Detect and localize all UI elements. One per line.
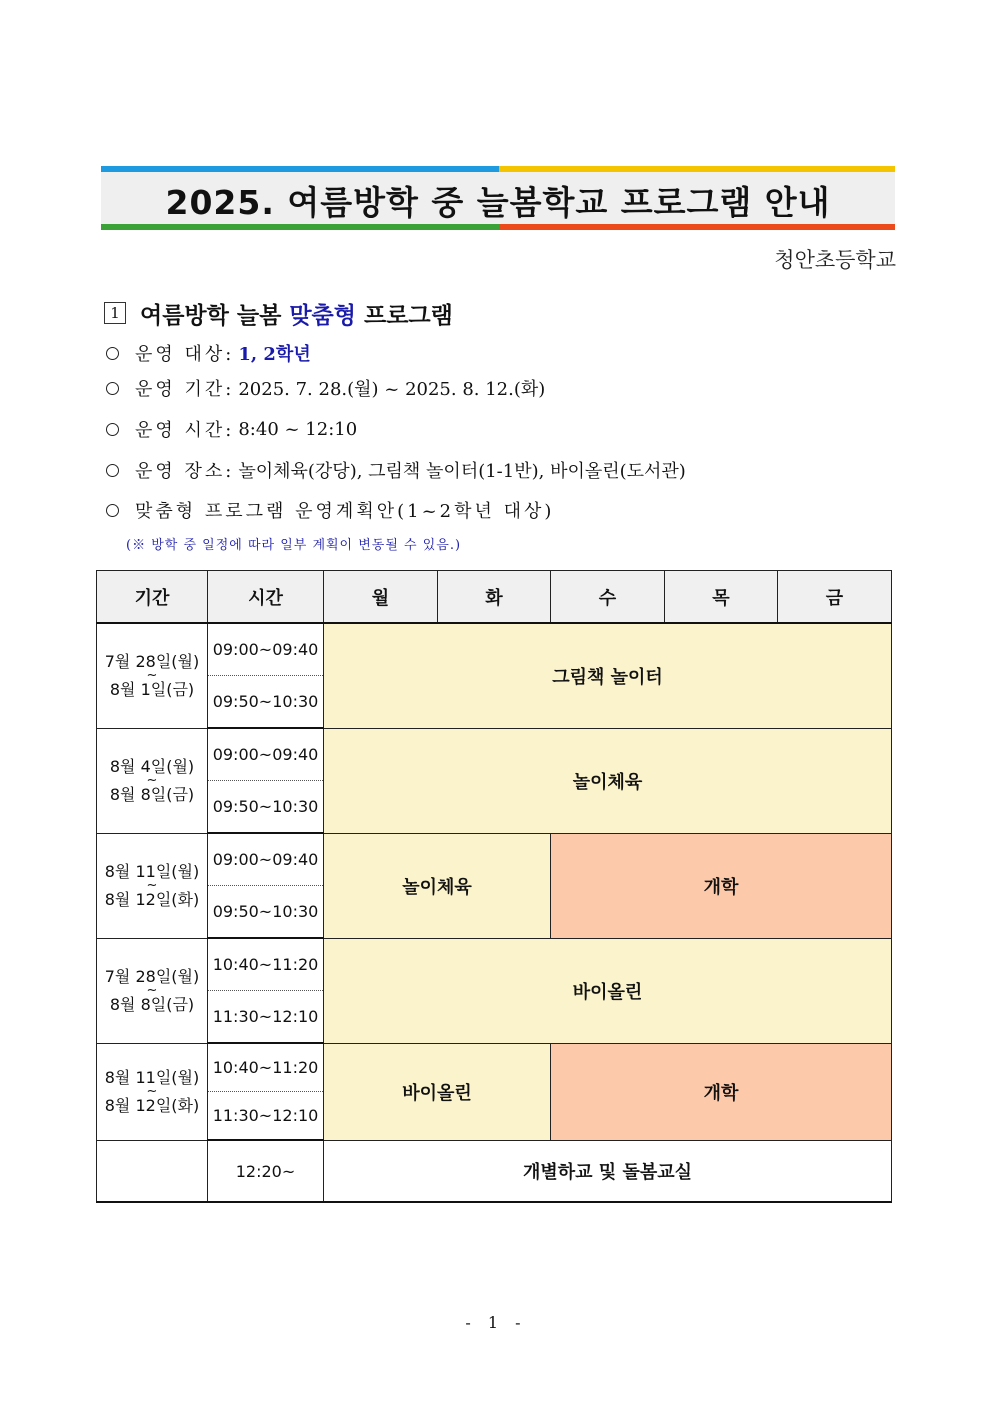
table-row [97, 728, 892, 781]
schedule-table [96, 570, 892, 1203]
circle-bullet-icon [106, 423, 119, 436]
bullet-value: 8:40 ~ 12:10 [238, 418, 358, 440]
bullet-label: 운영 기간: [135, 379, 235, 400]
bullet-plan [104, 497, 558, 523]
empty-cell [97, 1140, 208, 1202]
section-title-part2: 프로그램 [355, 302, 453, 329]
bullet-label: 운영 시간: [135, 420, 235, 441]
date-end: 8월 12일(화) [104, 1095, 200, 1115]
header-tue: 화 [438, 571, 551, 624]
date-range-cell [97, 938, 208, 1043]
date-range-cell [97, 623, 208, 728]
date-range-cell [97, 833, 208, 938]
bullet-value: 2025. 7. 28.(월) ~ 2025. 8. 12.(화) [238, 379, 546, 400]
dismissal-cell: 개별하교 및 돌봄교실 [324, 1140, 892, 1202]
table-row [97, 1140, 892, 1202]
school-start-cell: 개학 [551, 833, 892, 938]
header-time: 시간 [208, 571, 324, 624]
time-slot: 11:30~12:10 [208, 1092, 324, 1141]
program-cell: 놀이체육 [324, 728, 892, 833]
table-row [97, 1043, 892, 1092]
date-start: 7월 28일(월) [104, 966, 200, 986]
section-number: 1 [104, 302, 126, 324]
bullet-value: 1, 2학년 [238, 344, 311, 365]
header-thu: 목 [665, 571, 778, 624]
bullet-place [104, 457, 686, 483]
school-name: 청안초등학교 [774, 248, 896, 272]
program-cell: 놀이체육 [324, 833, 551, 938]
schedule-note: (※ 방학 중 일정에 따라 일부 계획이 변동될 수 있음.) [126, 538, 462, 553]
date-start: 8월 11일(월) [104, 1067, 200, 1087]
school-start-cell: 개학 [551, 1043, 892, 1140]
header-mon: 월 [324, 571, 438, 624]
section-title [140, 297, 453, 330]
time-slot: 10:40~11:20 [208, 1043, 324, 1092]
bullet-label: 운영 대상: [135, 344, 235, 365]
program-cell: 바이올린 [324, 1043, 551, 1140]
circle-bullet-icon [106, 504, 119, 517]
bullet-value: 놀이체육(강당), 그림책 놀이터(1-1반), 바이올린(도서관) [238, 461, 686, 482]
header-wed: 수 [551, 571, 665, 624]
time-slot: 09:50~10:30 [208, 781, 324, 834]
tilde-mark: ~ [146, 772, 158, 788]
date-start: 8월 4일(월) [109, 756, 195, 776]
table-row [97, 938, 892, 991]
page-number: - 1 - [465, 1313, 527, 1332]
time-slot: 09:50~10:30 [208, 676, 324, 729]
table-row [97, 833, 892, 886]
bullet-label: 운영 장소: [135, 461, 235, 482]
page-title: 2025. 여름방학 중 늘봄학교 프로그램 안내 [165, 183, 831, 222]
time-slot: 12:20~ [208, 1140, 324, 1202]
bullet-target [104, 340, 311, 366]
program-cell: 바이올린 [324, 938, 892, 1043]
banner-bar-red [499, 224, 895, 230]
date-range-cell [97, 1043, 208, 1140]
tilde-mark: ~ [146, 1083, 158, 1099]
bullet-label: 맞춤형 프로그램 운영계획안(1~2학년 대상) [135, 501, 555, 522]
circle-bullet-icon [106, 464, 119, 477]
time-slot: 10:40~11:20 [208, 938, 324, 991]
banner-bar-green [101, 224, 499, 230]
bullet-time [104, 416, 357, 442]
tilde-mark: ~ [146, 667, 158, 683]
program-cell: 그림책 놀이터 [324, 623, 892, 728]
time-slot: 09:50~10:30 [208, 886, 324, 939]
section-heading [104, 298, 453, 328]
title-banner [101, 166, 895, 230]
date-start: 7월 28일(월) [104, 652, 200, 672]
circle-bullet-icon [106, 382, 119, 395]
date-end: 8월 12일(화) [104, 889, 200, 909]
circle-bullet-icon [106, 347, 119, 360]
time-slot: 09:00~09:40 [208, 728, 324, 781]
section-title-highlight: 맞춤형 [289, 302, 356, 329]
date-end: 8월 8일(금) [109, 784, 195, 804]
table-row [97, 623, 892, 676]
header-fri: 금 [778, 571, 892, 624]
date-range-cell [97, 728, 208, 833]
header-period: 기간 [97, 571, 208, 624]
banner-bar-blue [101, 166, 499, 172]
date-end: 8월 8일(금) [109, 994, 195, 1014]
tilde-mark: ~ [146, 877, 158, 893]
section-title-part1: 여름방학 늘봄 [140, 302, 290, 329]
bullet-period [104, 375, 545, 401]
date-start: 8월 11일(월) [104, 861, 200, 881]
time-slot: 11:30~12:10 [208, 991, 324, 1044]
time-slot: 09:00~09:40 [208, 623, 324, 676]
tilde-mark: ~ [146, 982, 158, 998]
time-slot: 09:00~09:40 [208, 833, 324, 886]
date-end: 8월 1일(금) [109, 679, 195, 699]
banner-bar-yellow [499, 166, 895, 172]
table-header-row [97, 571, 892, 624]
